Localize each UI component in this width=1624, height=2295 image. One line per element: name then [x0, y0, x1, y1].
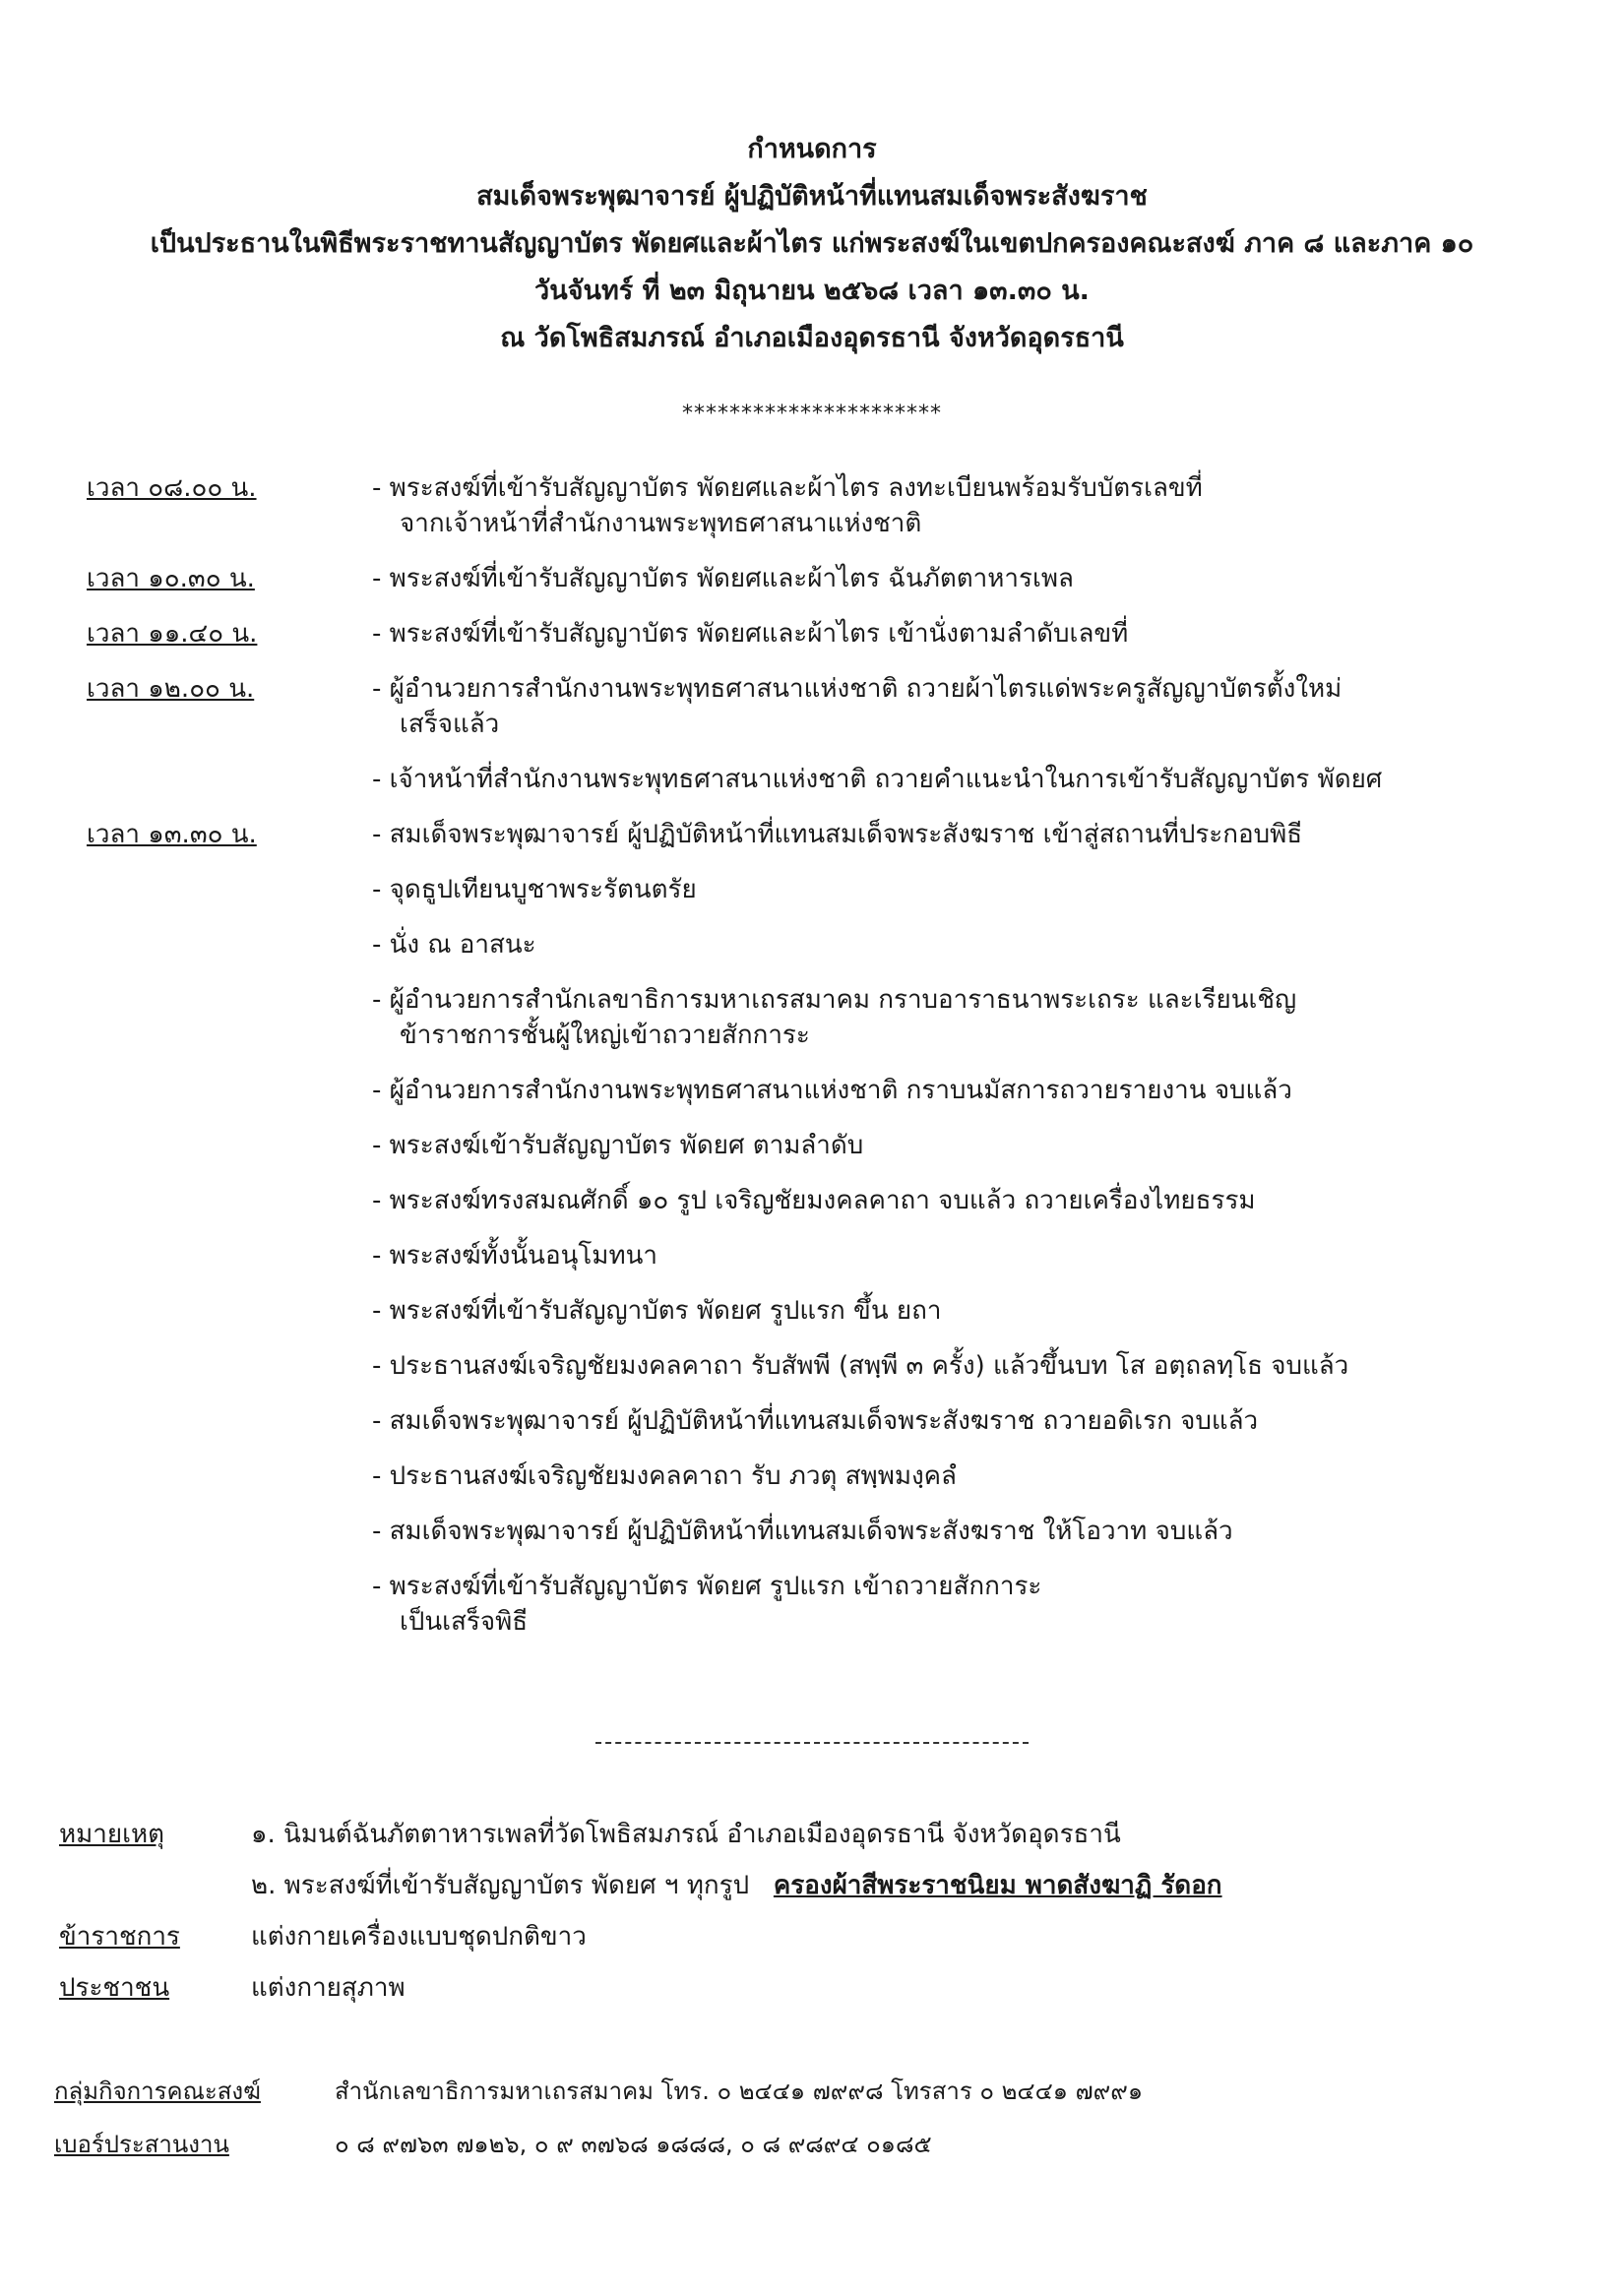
schedule-text: - พระสงฆ์ที่เข้ารับสัญญาบัตร พัดยศและผ้าไตร ลงทะเบียนพร้อมรับบัตรเลขที่ — [372, 473, 1203, 503]
remark-2-emphasis: ครองผ้าสีพระราชนิยม พาดสังฆาฏิ รัดอก — [773, 1871, 1222, 1900]
schedule-row — [0, 1128, 1624, 1163]
schedule-text: - พระสงฆ์ที่เข้ารับสัญญาบัตร พัดยศ รูปแรก เข้าถวายสักการะ — [372, 1572, 1042, 1601]
header-title: กำหนดการ — [747, 134, 877, 164]
remark-2-prefix: ๒. พระสงฆ์ที่เข้ารับสัญญาบัตร พัดยศ ฯ ทุกรูป — [251, 1871, 750, 1900]
schedule-row — [0, 1293, 1624, 1329]
phone-numbers: ๐ ๘ ๙๗๖๓ ๗๑๒๖, ๐ ๙ ๓๗๖๘ ๑๘๘๘, ๐ ๘ ๙๘๙๔ ๐๑๘๕ — [335, 2131, 932, 2158]
header-ceremony: เป็นประธานในพิธีพระราชทานสัญญาบัตร พัดยศและผ้าไตร แก่พระสงฆ์ในเขตปกครองคณะสงฆ์ ภาค ๘ และภาค ๑๐ — [150, 228, 1474, 259]
schedule-text: - ประธานสงฆ์เจริญชัยมงคลคาถา รับสัพพี (สพฺพี ๓ ครั้ง) แล้วขึ้นบท โส อตฺถลทฺโธ จบแล้ว — [372, 1351, 1349, 1381]
note-row — [0, 1962, 1624, 2014]
group-label: กลุ่มกิจการคณะสงฆ์ — [54, 2078, 261, 2105]
schedule-text: - จุดธูปเทียนบูชาพระรัตนตรัย — [372, 875, 697, 904]
dashed-divider — [595, 1742, 1029, 1744]
schedule-text: - สมเด็จพระพุฒาจารย์ ผู้ปฏิบัติหน้าที่แทนสมเด็จพระสังฆราช ให้โอวาท จบแล้ว — [372, 1517, 1233, 1546]
schedule-row — [0, 671, 1624, 742]
schedule-text: - สมเด็จพระพุฒาจารย์ ผู้ปฏิบัติหน้าที่แทนสมเด็จพระสังฆราช ถวายอดิเรก จบแล้ว — [372, 1406, 1259, 1436]
schedule-text: - ผู้อำนวยการสำนักเลขาธิการมหาเถรสมาคม กราบอาราธนาพระเถระ และเรียนเชิญ — [372, 985, 1297, 1015]
schedule-row — [0, 817, 1624, 852]
contact-row — [0, 2065, 1624, 2118]
remark-1: ๑. นิมนต์ฉันภัตตาหารเพลที่วัดโพธิสมภรณ์ อำเภอเมืองอุดรธานี จังหวัดอุดรธานี — [251, 1820, 1121, 1849]
schedule-row — [0, 1514, 1624, 1549]
schedule-row — [0, 1458, 1624, 1494]
schedule-row — [0, 927, 1624, 962]
schedule-time: เวลา ๐๘.๐๐ น. — [87, 473, 257, 503]
schedule-time: เวลา ๑๒.๐๐ น. — [87, 674, 255, 704]
schedule-text: - เจ้าหน้าที่สำนักงานพระพุทธศาสนาแห่งชาติ ถวายคำแนะนำในการเข้ารับสัญญาบัตร พัดยศ — [372, 765, 1383, 794]
officials-dress: แต่งกายเครื่องแบบชุดปกติขาว — [251, 1922, 587, 1952]
schedule-text: - ผู้อำนวยการสำนักงานพระพุทธศาสนาแห่งชาติ กราบนมัสการถวายรายงาน จบแล้ว — [372, 1076, 1292, 1105]
schedule-row — [0, 1073, 1624, 1108]
schedule-row — [0, 616, 1624, 651]
remark-2 — [251, 1860, 1222, 1911]
schedule-text-cont: เสร็จแล้ว — [400, 710, 500, 739]
public-label: ประชาชน — [59, 1973, 170, 2003]
schedule-text: - พระสงฆ์ทั้งนั้นอนุโมทนา — [372, 1241, 657, 1271]
schedule-row — [0, 872, 1624, 907]
schedule-text: - ผู้อำนวยการสำนักงานพระพุทธศาสนาแห่งชาติ ถวายผ้าไตรแด่พระครูสัญญาบัตรตั้งใหม่ — [372, 674, 1343, 704]
group-contact: สำนักเลขาธิการมหาเถรสมาคม โทร. ๐ ๒๔๔๑ ๗๙๙๘ โทรสาร ๐ ๒๔๔๑ ๗๙๙๑ — [335, 2078, 1144, 2105]
schedule-text: - ประธานสงฆ์เจริญชัยมงคลคาถา รับ ภวตุ สพฺพมงฺคลํ — [372, 1461, 957, 1491]
schedule-row — [0, 982, 1624, 1053]
note-row — [0, 1809, 1624, 1860]
schedule-text-cont: จากเจ้าหน้าที่สำนักงานพระพุทธศาสนาแห่งชาติ — [400, 509, 922, 538]
schedule-text: - พระสงฆ์ที่เข้ารับสัญญาบัตร พัดยศและผ้าไตร เข้านั่งตามลำดับเลขที่ — [372, 619, 1129, 649]
header-presider: สมเด็จพระพุฒาจารย์ ผู้ปฏิบัติหน้าที่แทนสมเด็จพระสังฆราช — [476, 181, 1148, 212]
officials-label: ข้าราชการ — [59, 1922, 180, 1952]
schedule-list — [0, 470, 1624, 1659]
schedule-text-cont: เป็นเสร็จพิธี — [400, 1607, 529, 1637]
schedule-row — [0, 1183, 1624, 1218]
schedule-text: - พระสงฆ์เข้ารับสัญญาบัตร พัดยศ ตามลำดับ — [372, 1131, 864, 1160]
contact-row — [0, 2118, 1624, 2171]
header-date: วันจันทร์ ที่ ๒๓ มิถุนายน ๒๕๖๘ เวลา ๑๓.๓๐ น. — [534, 276, 1090, 306]
schedule-row — [0, 762, 1624, 797]
document-header — [59, 126, 1565, 362]
schedule-text: - สมเด็จพระพุฒาจารย์ ผู้ปฏิบัติหน้าที่แทนสมเด็จพระสังฆราช เข้าสู่สถานที่ประกอบพิธี — [372, 820, 1303, 849]
note-row — [0, 1860, 1624, 1911]
schedule-row — [0, 1348, 1624, 1384]
schedule-text: - พระสงฆ์ที่เข้ารับสัญญาบัตร พัดยศ รูปแรก ขึ้น ยถา — [372, 1296, 942, 1326]
header-venue: ณ วัดโพธิสมภรณ์ อำเภอเมืองอุดรธานี จังหวัดอุดรธานี — [500, 323, 1124, 353]
schedule-time: เวลา ๑๐.๓๐ น. — [87, 564, 255, 593]
schedule-row — [0, 561, 1624, 596]
phone-label: เบอร์ประสานงาน — [54, 2131, 229, 2158]
remark-label: หมายเหตุ — [59, 1820, 165, 1849]
note-row — [0, 1911, 1624, 1962]
schedule-text: - พระสงฆ์ทรงสมณศักดิ์ ๑๐ รูป เจริญชัยมงคลคาถา จบแล้ว ถวายเครื่องไทยธรรม — [372, 1186, 1256, 1215]
star-separator: ********************** — [682, 402, 942, 426]
notes-section — [0, 1809, 1624, 2014]
schedule-text: - พระสงฆ์ที่เข้ารับสัญญาบัตร พัดยศและผ้าไตร ฉันภัตตาหารเพล — [372, 564, 1074, 593]
schedule-text-cont: ข้าราชการชั้นผู้ใหญ่เข้าถวายสักการะ — [400, 1021, 810, 1050]
schedule-row — [0, 1238, 1624, 1273]
schedule-time: เวลา ๑๓.๓๐ น. — [87, 820, 257, 849]
schedule-row — [0, 1569, 1624, 1640]
public-dress: แต่งกายสุภาพ — [251, 1973, 406, 2003]
schedule-row — [0, 1403, 1624, 1439]
schedule-time: เวลา ๑๑.๔๐ น. — [87, 619, 258, 649]
schedule-text: - นั่ง ณ อาสนะ — [372, 930, 536, 960]
schedule-row — [0, 470, 1624, 541]
contact-section — [0, 2065, 1624, 2171]
